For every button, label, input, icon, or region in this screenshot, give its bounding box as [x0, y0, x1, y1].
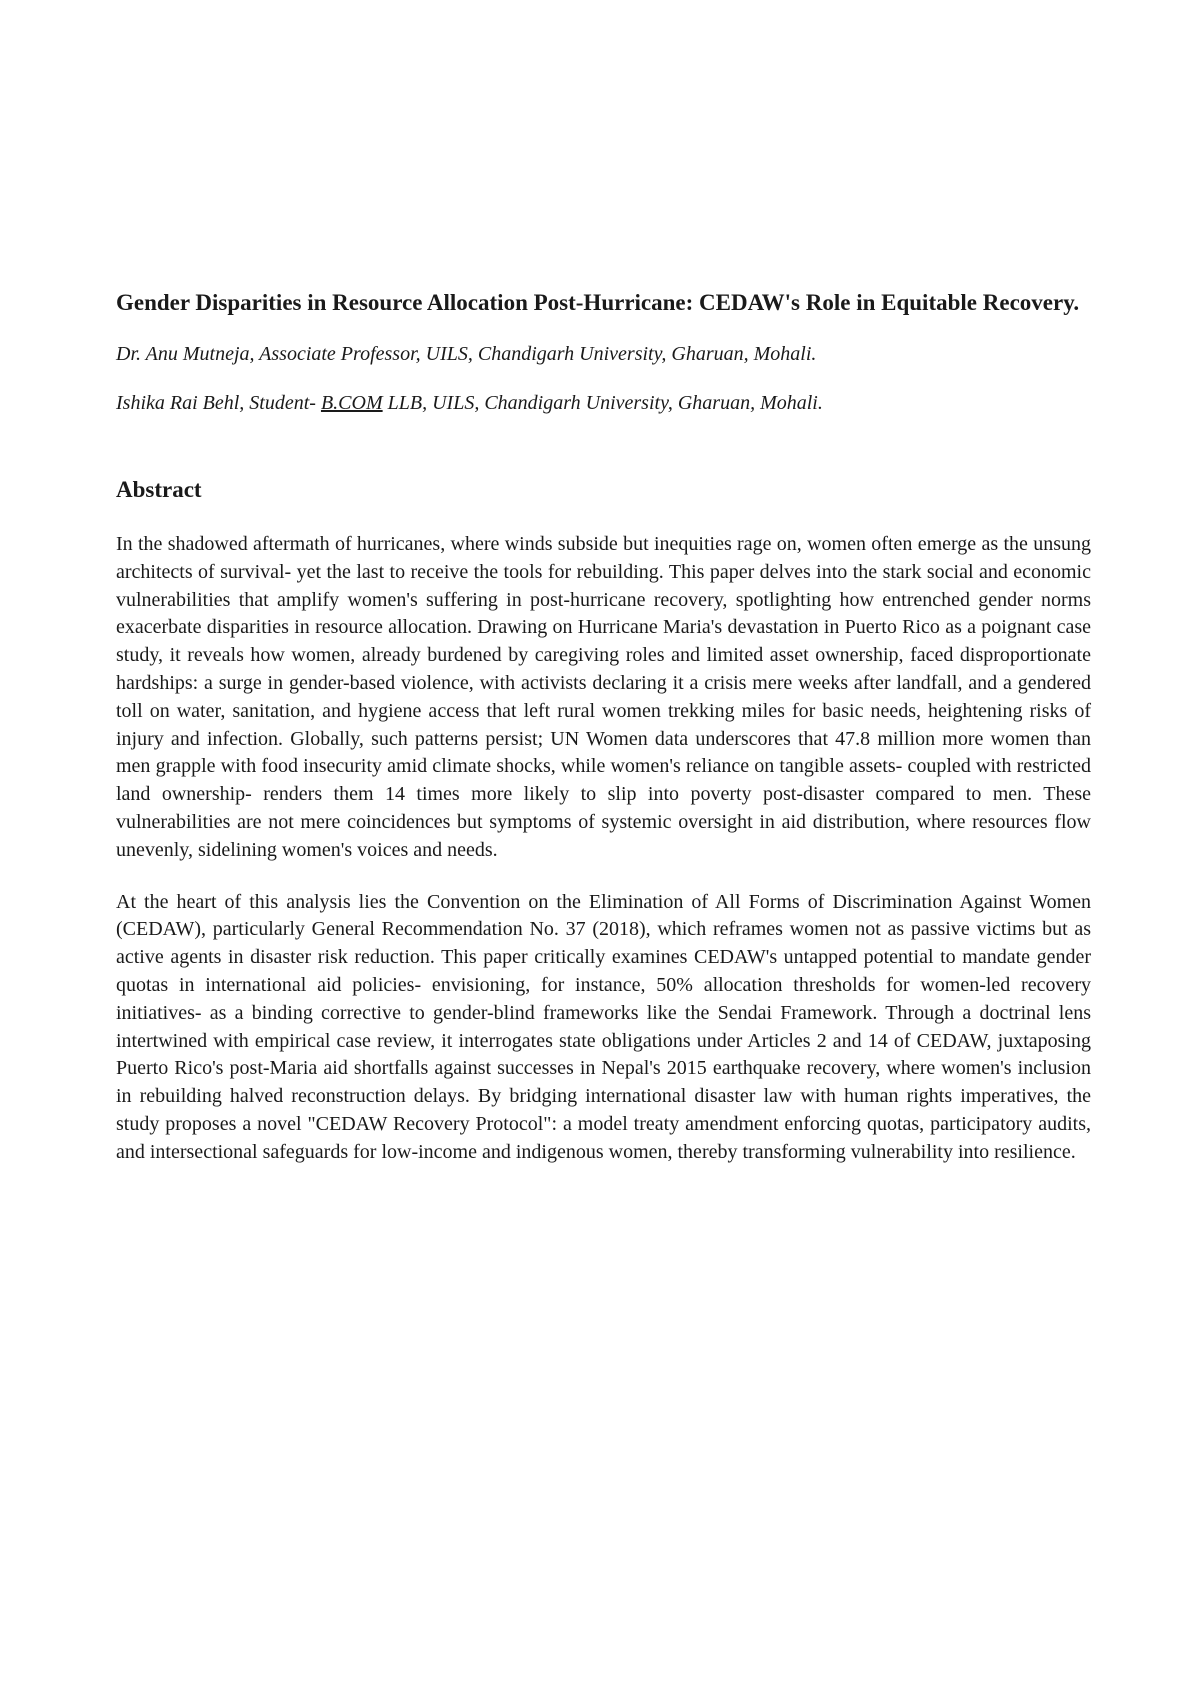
author-2-suffix: LLB, UILS, Chandigarh University, Gharuan, Mohali. — [382, 392, 823, 414]
abstract-paragraph-1: In the shadowed aftermath of hurricanes, where winds subside but inequities rage on, women often emerge as the unsung architects of survival- yet the last to receive the tools for rebuilding. This paper delves into the stark social and economic vulnerabilities that amplify women's suffering in post-hurricane recovery, spotlighting how entrenched gender norms exacerbate disparities in resource allocation. Drawing on Hurricane Maria's devastation in Puerto Rico as a poignant case study, it reveals how women, already burdened by caregiving roles and limited asset ownership, faced disproportionate hardships: a surge in gender-based violence, with activists declaring it a crisis mere weeks after landfall, and a gendered toll on water, sanitation, and hygiene access that left rural women trekking miles for basic needs, heightening risks of injury and infection. Globally, such patterns persist; UN Women data underscores that 47.8 million more women than men grapple with food insecurity amid climate shocks, while women's reliance on tangible assets- coupled with restricted land ownership- renders them 14 times more likely to slip into poverty post-disaster compared to men. These vulnerabilities are not mere coincidences but symptoms of systemic oversight in aid distribution, where resources flow unevenly, sidelining women's voices and needs. — [116, 533, 1091, 861]
author-2-prefix: Ishika Rai Behl, Student- — [116, 392, 321, 414]
abstract-heading: Abstract — [116, 477, 202, 502]
abstract-paragraph-2: At the heart of this analysis lies the Convention on the Elimination of All Forms of Discrimination Against Women (CEDAW), particularly General Recommendation No. 37 (2018), which reframes women not as passive victims but as active agents in disaster risk reduction. This paper critically examines CEDAW's untapped potential to mandate gender quotas in international aid policies- envisioning, for instance, 50% allocation thresholds for women-led recovery initiatives- as a binding corrective to gender-blind frameworks like the Sendai Framework. Through a doctrinal lens intertwined with empirical case review, it interrogates state obligations under Articles 2 and 14 of CEDAW, juxtaposing Puerto Rico's post-Maria aid shortfalls against successes in Nepal's 2015 earthquake recovery, where women's inclusion in rebuilding halved reconstruction delays. By bridging international disaster law with human rights imperatives, the study proposes a novel "CEDAW Recovery Protocol": a model treaty amendment enforcing quotas, participatory audits, and intersectional safeguards for low-income and indigenous women, thereby transforming vulnerability into resilience. — [116, 890, 1091, 1163]
author-2-underlined-link[interactable]: B.COM — [320, 392, 383, 414]
author-line-2 — [116, 389, 1091, 417]
paper-page — [116, 286, 1091, 1191]
paper-title: Gender Disparities in Resource Allocation Post-Hurricane: CEDAW's Role in Equitable Recovery. — [116, 290, 1080, 315]
author-line-1: Dr. Anu Mutneja, Associate Professor, UILS, Chandigarh University, Gharuan, Mohali. — [116, 343, 817, 365]
